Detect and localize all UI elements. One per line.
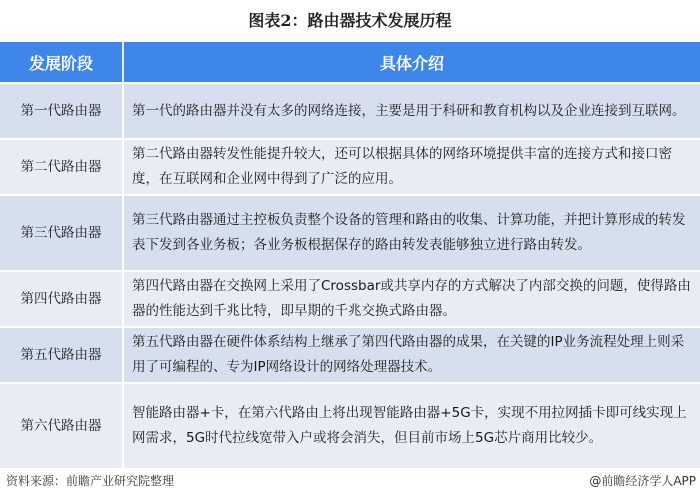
description-cell: 第一代的路由器并没有太多的网络连接，主要是用于科研和教育机构以及企业连接到互联网。 [123,83,700,139]
stage-cell: 第六代路由器 [0,383,123,469]
router-history-table [0,42,700,470]
stage-cell: 第五代路由器 [0,327,123,383]
description-cell: 第三代路由器通过主控板负责整个设备的管理和路由的收集、计算功能，并把计算形成的转发表下发到各业务板；各业务板根据保存的路由转发表能够独立进行路由转发。 [123,195,700,271]
stage-cell: 第一代路由器 [0,83,123,139]
source-note: 资料来源：前瞻产业研究院整理 [6,474,175,488]
header-stage: 发展阶段 [0,42,123,83]
table-header-row [0,42,700,83]
table-row [0,139,700,195]
chart-title: 图表2：路由器技术发展历程 [248,11,452,30]
description-cell: 第四代路由器在交换网上采用了Crossbar或共享内存的方式解决了内部交换的问题，使得路由器的性能达到千兆比特，即早期的千兆交换式路由器。 [123,271,700,327]
description-cell: 智能路由器+卡，在第六代路由上将出现智能路由器+5G卡，实现不用拉网插卡即可线实现上网需求，5G时代拉线宽带入户或将会消失，但目前市场上5G芯片商用比较少。 [123,383,700,469]
footer [0,472,700,492]
description-cell: 第二代路由器转发性能提升较大，还可以根据具体的网络环境提供丰富的连接方式和接口密度，在互联网和企业网中得到了广泛的应用。 [123,139,700,195]
table-row [0,327,700,383]
header-description: 具体介绍 [123,42,700,83]
description-cell: 第五代路由器在硬件体系结构上继承了第四代路由器的成果，在关键的IP业务流程处理上则采用了可编程的、专为IP网络设计的网络处理器技术。 [123,327,700,383]
stage-cell: 第三代路由器 [0,195,123,271]
table-row [0,383,700,469]
table-row [0,271,700,327]
table-row [0,195,700,271]
stage-cell: 第二代路由器 [0,139,123,195]
stage-cell: 第四代路由器 [0,271,123,327]
brand-watermark: @前瞻经济学人APP [589,474,696,488]
table-row [0,83,700,139]
